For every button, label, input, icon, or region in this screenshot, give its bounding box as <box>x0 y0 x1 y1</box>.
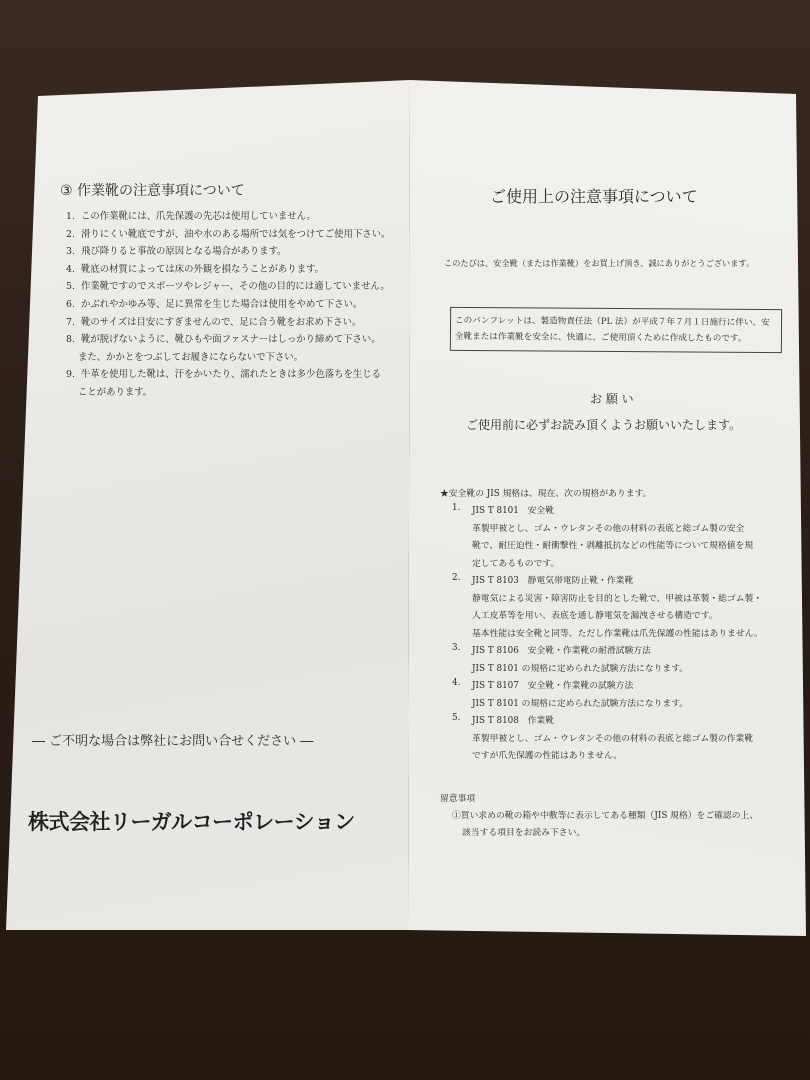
jis-number: 4. <box>452 678 461 688</box>
item-text: 滑りにくい靴底ですが、油や水のある場所では気をつけてご使用下さい。 <box>80 228 391 240</box>
note-line: 該当する項目をお読み下さい。 <box>462 828 586 838</box>
jis-number: 2. <box>452 573 461 583</box>
item-number: 3. <box>66 246 75 258</box>
item-text-continued: ことがあります。 <box>78 387 153 398</box>
item-text: 靴底の材質によっては床の外観を損なうことがあります。 <box>80 263 324 275</box>
jis-description: ですが爪先保護の性能はありません。 <box>472 751 623 761</box>
section-title: ③ 作業靴の注意事項について <box>60 183 245 199</box>
item-number: 9. <box>66 369 75 381</box>
item-number: 5. <box>66 281 75 293</box>
list-item <box>66 243 286 260</box>
item-text-continued: また、かかとをつぶしてお履きにならないで下さい。 <box>78 351 304 363</box>
list-item <box>66 208 316 225</box>
request-heading: お 願 い <box>590 392 634 406</box>
jis-description: JIS T 8101 の規格に定められた試験方法になります。 <box>472 698 689 709</box>
jis-number: 1. <box>452 503 461 513</box>
item-number: 1. <box>66 211 75 222</box>
list-item <box>66 261 324 278</box>
item-number: 7. <box>66 316 75 328</box>
jis-description: JIS T 8101 の規格に定められた試験方法になります。 <box>472 663 689 674</box>
list-item <box>66 331 381 348</box>
item-text: かぶれやかゆみ等、足に異常を生じた場合は使用をやめて下さい。 <box>80 299 363 310</box>
jis-heading: JIS T 8106 安全靴・作業靴の耐滑試験方法 <box>472 646 651 656</box>
page-title: ご使用上の注意事項について <box>490 187 698 206</box>
list-item <box>66 226 390 243</box>
jis-description: 靴で、耐圧迫性・耐衝撃性・剥離抵抗などの性能等について規格値を規 <box>472 541 754 551</box>
jis-intro: ★安全靴の JIS 規格は、現在、次の規格があります。 <box>440 489 652 499</box>
list-item <box>66 296 362 313</box>
item-text: 飛び降りると事故の原因となる場合があります。 <box>80 246 287 258</box>
inquiry-note: ― ご不明な場合は弊社にお問い合せください ― <box>32 734 314 749</box>
jis-heading: JIS T 8101 安全靴 <box>472 506 555 516</box>
jis-number: 3. <box>452 643 461 653</box>
jis-description: 基本性能は安全靴と同等、ただし作業靴は爪先保護の性能はありません。 <box>472 628 763 639</box>
company-name: 株式会社リーガルコーポレーション <box>28 810 355 834</box>
item-text: この作業靴には、爪先保護の先芯は使用していません。 <box>80 211 316 222</box>
item-number: 8. <box>66 334 75 346</box>
jis-description: 静電気による災害・障害防止を目的とした靴で、甲被は革製・総ゴム製・ <box>472 593 763 604</box>
notes-title: 留意事項 <box>440 794 476 804</box>
thanks-text: このたびは、安全靴（または作業靴）をお買上げ頂き、誠にありがとうございます。 <box>444 258 755 268</box>
request-text: ご使用前に必ずお読み頂くようお願いいたします。 <box>466 418 742 432</box>
item-text: 靴が脱げないように、靴ひもや面ファスナーはしっかり締めて下さい。 <box>80 334 381 346</box>
jis-description: 定してあるものです。 <box>472 558 560 569</box>
item-number: 6. <box>66 299 75 310</box>
item-text: 靴のサイズは目安にすぎませんので、足に合う靴をお求め下さい。 <box>80 316 362 328</box>
list-item <box>66 366 381 383</box>
item-text: 牛革を使用した靴は、汗をかいたり、濡れたときは多少色落ちを生じる <box>80 369 381 381</box>
item-number: 2. <box>66 228 75 240</box>
list-item <box>66 314 361 331</box>
note-line: ①買い求めの靴の箱や中敷等に表示してある種類（JIS 規格）をご確認の上、 <box>452 811 759 821</box>
pl-law-notice: このパンフレットは、製造物責任法（PL 法）が平成７年７月１日施行に伴い、安全靴または作業靴を安全に、快適に、ご使用頂くために作成したものです。 <box>450 307 782 353</box>
item-text: 作業靴ですのでスポーツやレジャー、その他の目的には適していません。 <box>80 281 390 293</box>
list-item <box>66 278 390 295</box>
jis-description: 人工皮革等を用い、表底を通し静電気を漏洩させる構造です。 <box>472 611 718 621</box>
jis-description: 革製甲被とし、ゴム・ウレタンその他の材料の表底と総ゴム製の作業靴 <box>472 733 754 744</box>
jis-heading: JIS T 8107 安全靴・作業靴の試験方法 <box>472 681 634 691</box>
jis-description: 革製甲被とし、ゴム・ウレタンその他の材料の表底と総ゴム製の安全 <box>472 523 745 534</box>
jis-heading: JIS T 8108 作業靴 <box>472 716 555 726</box>
item-number: 4. <box>66 263 75 275</box>
jis-heading: JIS T 8103 静電気帯電防止靴・作業靴 <box>472 576 634 586</box>
jis-number: 5. <box>452 713 461 723</box>
